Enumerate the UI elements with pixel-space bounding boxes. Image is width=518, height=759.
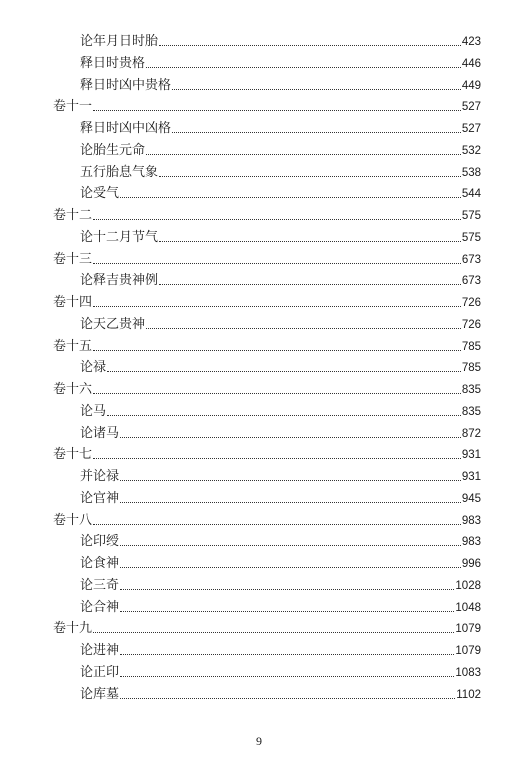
dot-leader (120, 589, 454, 590)
toc-page-number: 575 (461, 210, 481, 222)
dot-leader (146, 328, 461, 329)
toc-title: 论合神 (80, 599, 120, 615)
toc-page-number: 527 (461, 101, 481, 114)
toc-title: 卷十四 (53, 295, 93, 310)
dot-leader (120, 480, 461, 481)
toc-page-number: 726 (461, 318, 481, 331)
toc-title: 卷十五 (53, 338, 93, 354)
toc-page-number: 423 (461, 36, 481, 48)
toc-page-number: 835 (461, 384, 481, 396)
dot-leader (172, 132, 461, 133)
toc-title: 论诸马 (80, 425, 120, 441)
dot-leader (120, 437, 461, 438)
toc-page-number: 1102 (456, 688, 481, 701)
toc-title: 论禄 (80, 360, 107, 376)
toc-page-number: 446 (461, 57, 481, 70)
toc-title: 卷十七 (53, 447, 93, 463)
toc-page-number: 931 (461, 471, 481, 483)
toc-volume-row[interactable] (53, 441, 481, 463)
toc-page-number: 945 (461, 492, 481, 505)
toc-entry-row[interactable] (80, 528, 481, 550)
toc-volume-row[interactable] (53, 202, 481, 224)
dot-leader (107, 371, 461, 372)
toc-page-number: 785 (461, 362, 481, 375)
toc-entry-row[interactable] (80, 420, 481, 442)
dot-leader (93, 524, 461, 525)
dot-leader (107, 415, 461, 416)
toc-entry-row[interactable] (80, 267, 481, 289)
dot-leader (93, 350, 461, 351)
toc-page-number: 931 (461, 449, 481, 462)
toc-title: 论释吉贵神例 (80, 273, 159, 289)
toc-page-number: 1079 (455, 623, 481, 636)
toc-title: 论官神 (80, 490, 120, 506)
toc-page-number: 449 (461, 79, 481, 92)
toc-title: 论胎生元命 (80, 142, 146, 158)
toc-title: 卷十三 (53, 251, 93, 267)
toc-title: 论十二月节气 (80, 229, 159, 245)
dot-leader (146, 154, 461, 155)
toc-page-number: 983 (461, 536, 481, 549)
toc-volume-row[interactable] (53, 333, 481, 355)
toc-entry-row[interactable] (80, 398, 481, 420)
toc-title: 论天乙贵神 (80, 316, 146, 332)
toc-title: 释日时贵格 (80, 55, 146, 71)
dot-leader (93, 263, 461, 264)
toc-volume-row[interactable] (53, 615, 481, 637)
toc-page-number: 575 (461, 231, 481, 244)
toc-title: 论库墓 (80, 686, 120, 702)
toc-volume-row[interactable] (53, 246, 481, 268)
dot-leader (93, 458, 461, 459)
toc-title: 论正印 (80, 664, 120, 680)
dot-leader (120, 654, 454, 655)
dot-leader (120, 197, 461, 198)
toc-page-number: 996 (461, 558, 481, 570)
toc-title: 论印绶 (80, 534, 120, 550)
toc-entry-row[interactable] (80, 354, 481, 376)
page-number: 9 (256, 734, 262, 748)
toc-entry-row[interactable] (80, 224, 481, 246)
toc-entry-row[interactable] (80, 159, 481, 181)
toc-page-number: 1028 (455, 579, 481, 592)
toc-entry-row[interactable] (80, 637, 481, 659)
toc-page-number: 673 (461, 275, 481, 288)
toc-entry-row[interactable] (80, 594, 481, 616)
toc-title: 卷十八 (53, 512, 93, 528)
toc-title: 并论禄 (80, 469, 120, 484)
dot-leader (120, 567, 461, 568)
dot-leader (172, 89, 461, 90)
toc-page-number: 544 (461, 188, 481, 201)
toc-entry-row[interactable] (80, 550, 481, 572)
toc-entry-row[interactable] (80, 50, 481, 72)
toc-page-number: 673 (461, 253, 481, 266)
toc-entry-row[interactable] (80, 28, 481, 50)
dot-leader (93, 393, 461, 394)
dot-leader (120, 502, 461, 503)
toc-page-number: 532 (461, 144, 481, 157)
toc-entry-row[interactable] (80, 485, 481, 507)
toc-volume-row[interactable] (53, 507, 481, 529)
toc-page-number: 983 (461, 514, 481, 527)
toc-page-number: 1048 (455, 601, 481, 614)
toc-page-number: 785 (461, 340, 481, 353)
toc-entry-row[interactable] (80, 681, 481, 703)
toc-page-number: 835 (461, 405, 481, 418)
toc-title: 卷十六 (53, 382, 93, 397)
dot-leader (159, 241, 461, 242)
dot-leader (93, 219, 461, 220)
dot-leader (120, 611, 454, 612)
dot-leader (93, 306, 461, 307)
toc-volume-row[interactable] (53, 289, 481, 311)
toc-title: 论年月日时胎 (80, 34, 159, 49)
toc-entry-row[interactable] (80, 572, 481, 594)
toc-title: 卷十九 (53, 621, 93, 637)
toc-entry-row[interactable] (80, 659, 481, 681)
toc-entry-row[interactable] (80, 311, 481, 333)
toc-title: 论马 (80, 403, 107, 419)
toc-title: 论进神 (80, 643, 120, 658)
toc-title: 卷十二 (53, 208, 93, 223)
toc-page-number: 1079 (455, 645, 481, 657)
toc-entry-row[interactable] (80, 115, 481, 137)
dot-leader (159, 176, 461, 177)
toc-page-number: 538 (461, 166, 481, 179)
dot-leader (93, 632, 454, 633)
dot-leader (120, 545, 461, 546)
toc-title: 释日时凶中贵格 (80, 77, 172, 93)
toc-entry-row[interactable] (80, 180, 481, 202)
toc-title: 卷十一 (53, 99, 93, 115)
toc-title: 论食神 (80, 556, 120, 571)
dot-leader (93, 110, 461, 111)
toc-title: 五行胎息气象 (80, 164, 159, 180)
toc-volume-row[interactable] (53, 93, 481, 115)
toc-page-number: 527 (461, 123, 481, 135)
dot-leader (120, 698, 455, 699)
toc-title: 论受气 (80, 186, 120, 202)
toc-entry-row[interactable] (80, 137, 481, 159)
dot-leader (159, 45, 461, 46)
toc-page-number: 726 (461, 297, 481, 309)
toc-page-number: 872 (461, 427, 481, 440)
dot-leader (146, 67, 461, 68)
toc-title: 论三奇 (80, 577, 120, 593)
toc-page-number: 1083 (455, 666, 481, 679)
dot-leader (120, 676, 454, 677)
toc-title: 释日时凶中凶格 (80, 121, 172, 136)
toc-entry-row[interactable] (80, 463, 481, 485)
toc-entry-row[interactable] (80, 72, 481, 94)
dot-leader (159, 284, 461, 285)
toc-volume-row[interactable] (53, 376, 481, 398)
